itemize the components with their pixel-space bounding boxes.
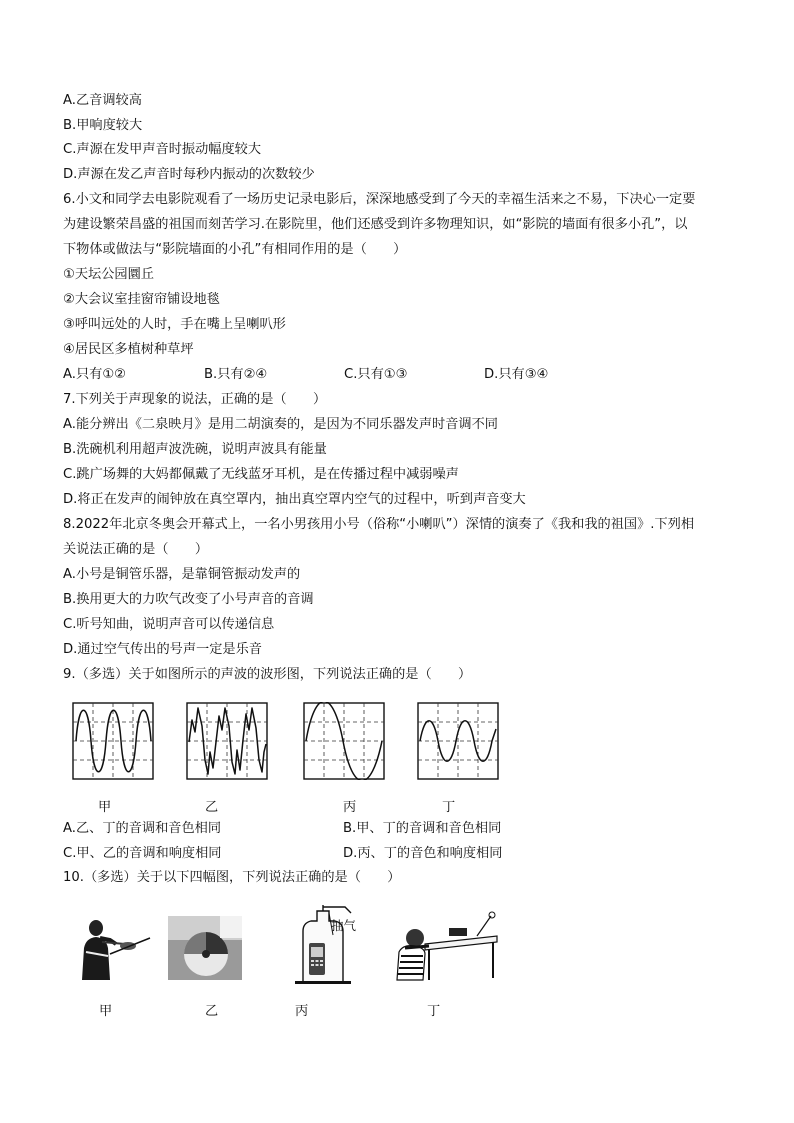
- q8-stem-line-2: 关说法正确的是（ ）: [63, 542, 209, 557]
- waveform-label-jia: 甲: [98, 800, 112, 815]
- q8-option-c: C.听号知曲，说明声音可以传递信息: [63, 617, 275, 632]
- picture-label-ding: 丁: [427, 1004, 441, 1019]
- q6-option-a: A.只有①②: [63, 367, 127, 382]
- q7-option-b: B.洗碗机利用超声波洗碗，说明声波具有能量: [63, 442, 327, 457]
- q5-option-d: D.声源在发乙声音时每秒内振动的次数较少: [63, 167, 315, 182]
- q7-option-a: A.能分辨出《二泉映月》是用二胡演奏的，是因为不同乐器发声时音调不同: [63, 417, 498, 432]
- pump-label: 抽气: [331, 918, 357, 933]
- q9-option-c: C.甲、乙的音调和响度相同: [63, 846, 222, 861]
- q5-option-b: B.甲响度较大: [63, 118, 143, 133]
- picture-label-yi: 乙: [205, 1004, 219, 1019]
- q6-option-b: B.只有②④: [204, 367, 268, 382]
- q8-option-b: B.换用更大的力吹气改变了小号声音的音调: [63, 592, 314, 607]
- q8-option-d: D.通过空气传出的号声一定是乐音: [63, 642, 262, 657]
- q8-option-a: A.小号是铜管乐器，是靠铜管振动发声的: [63, 567, 301, 582]
- q9-option-a: A.乙、丁的音调和音色相同: [63, 821, 222, 836]
- q6-stem-line-2: 为建设繁荣昌盛的祖国而刻苦学习.在影院里，他们还感受到许多物理知识，如“影院的墙面有很多小孔”，以: [63, 217, 688, 232]
- ear-on-table-image: [389, 908, 499, 984]
- q5-option-a: A.乙音调较高: [63, 93, 142, 108]
- q9-option-b: B.甲、丁的音调和音色相同: [343, 821, 502, 836]
- waveform-yi: [186, 702, 268, 780]
- waveform-bing: [303, 702, 385, 780]
- waveform-label-bing: 丙: [343, 800, 357, 815]
- picture-label-jia: 甲: [99, 1004, 113, 1019]
- q6-item-2: ②大会议室挂窗帘铺设地毯: [63, 292, 220, 307]
- q6-stem-line-3: 下物体或做法与“影院墙面的小孔”有相同作用的是（ ）: [63, 242, 407, 257]
- waveform-jia: [72, 702, 154, 780]
- q8-stem-line-1: 8.2022年北京冬奥会开幕式上，一名小男孩用小号（俗称“小喇叭”）深情的演奏了《我和我的祖国》.下列相: [63, 517, 695, 532]
- q6-option-c: C.只有①③: [344, 367, 408, 382]
- q6-item-1: ①天坛公园圜丘: [63, 267, 154, 282]
- q6-option-d: D.只有③④: [484, 367, 549, 382]
- sound-disc-image: [168, 916, 242, 980]
- q7-option-c: C.跳广场舞的大妈都佩戴了无线蓝牙耳机，是在传播过程中减弱噪声: [63, 467, 459, 482]
- waveform-label-yi: 乙: [205, 800, 219, 815]
- q10-stem: 10.（多选）关于以下四幅图，下列说法正确的是（ ）: [63, 870, 401, 885]
- q7-stem: 7.下列关于声现象的说法，正确的是（ ）: [63, 392, 327, 407]
- q9-stem: 9.（多选）关于如图所示的声波的波形图，下列说法正确的是（ ）: [63, 667, 472, 682]
- q6-stem-line-1: 6.小文和同学去电影院观看了一场历史记录电影后，深深地感受到了今天的幸福生活来之不易，下决心一定要: [63, 192, 696, 207]
- q6-item-4: ④居民区多植树种草坪: [63, 342, 194, 357]
- waveform-ding: [417, 702, 499, 780]
- q6-item-3: ③呼叫远处的人时，手在嘴上呈喇叭形: [63, 317, 286, 332]
- q9-option-d: D.丙、丁的音色和响度相同: [343, 846, 503, 861]
- violinist-image: [70, 918, 152, 980]
- q5-option-c: C.声源在发甲声音时振动幅度较大: [63, 142, 262, 157]
- waveform-label-ding: 丁: [442, 800, 456, 815]
- q7-option-d: D.将正在发声的闹钟放在真空罩内，抽出真空罩内空气的过程中，听到声音变大: [63, 492, 526, 507]
- picture-label-bing: 丙: [295, 1004, 309, 1019]
